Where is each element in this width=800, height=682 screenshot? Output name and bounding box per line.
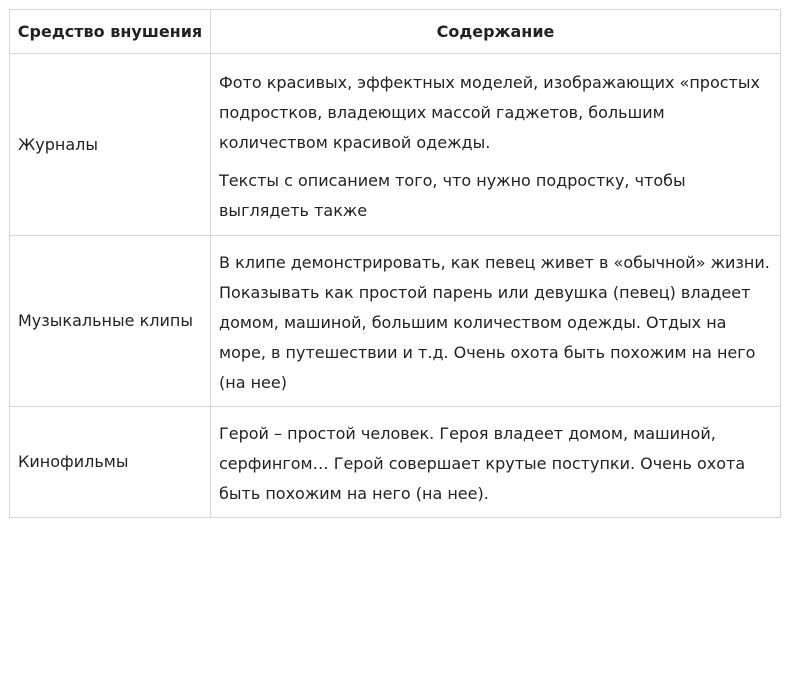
- content-paragraph: Тексты с описанием того, что нужно подростку, чтобы выглядеть также: [219, 170, 686, 220]
- content-paragraph: Герой – простой человек. Героя владеет домом, машиной, серфингом… Герой совершает крутые поступки. Очень охота быть похожим на него (на нее).: [219, 424, 746, 503]
- column-header-content: Содержание: [211, 10, 781, 54]
- table-row: [10, 407, 781, 518]
- row-content-films: [211, 407, 781, 518]
- row-content-music-clips: [211, 236, 781, 407]
- row-name-music-clips: Музыкальные клипы: [10, 236, 211, 407]
- table-row: [10, 54, 781, 236]
- row-content-magazines: [211, 54, 781, 236]
- table-row: [10, 236, 781, 407]
- column-header-means: Средство внушения: [10, 10, 211, 54]
- suggestion-means-table: [9, 9, 781, 518]
- row-name-films: Кинофильмы: [10, 407, 211, 518]
- row-name-magazines: Журналы: [10, 54, 211, 236]
- content-paragraph: В клипе демонстрировать, как певец живет в «обычной» жизни. Показывать как простой парень или девушка (певец) владеет домом, машиной, большим количеством одежды. Отдых на море, в путешествии и т.д. Очень охота быть похожим на него (на нее): [219, 253, 770, 392]
- table-header-row: [10, 10, 781, 54]
- content-paragraph: Фото красивых, эффектных моделей, изображающих «простых подростков, владеющих массой гаджетов, большим количеством красивой одежды.: [219, 72, 760, 152]
